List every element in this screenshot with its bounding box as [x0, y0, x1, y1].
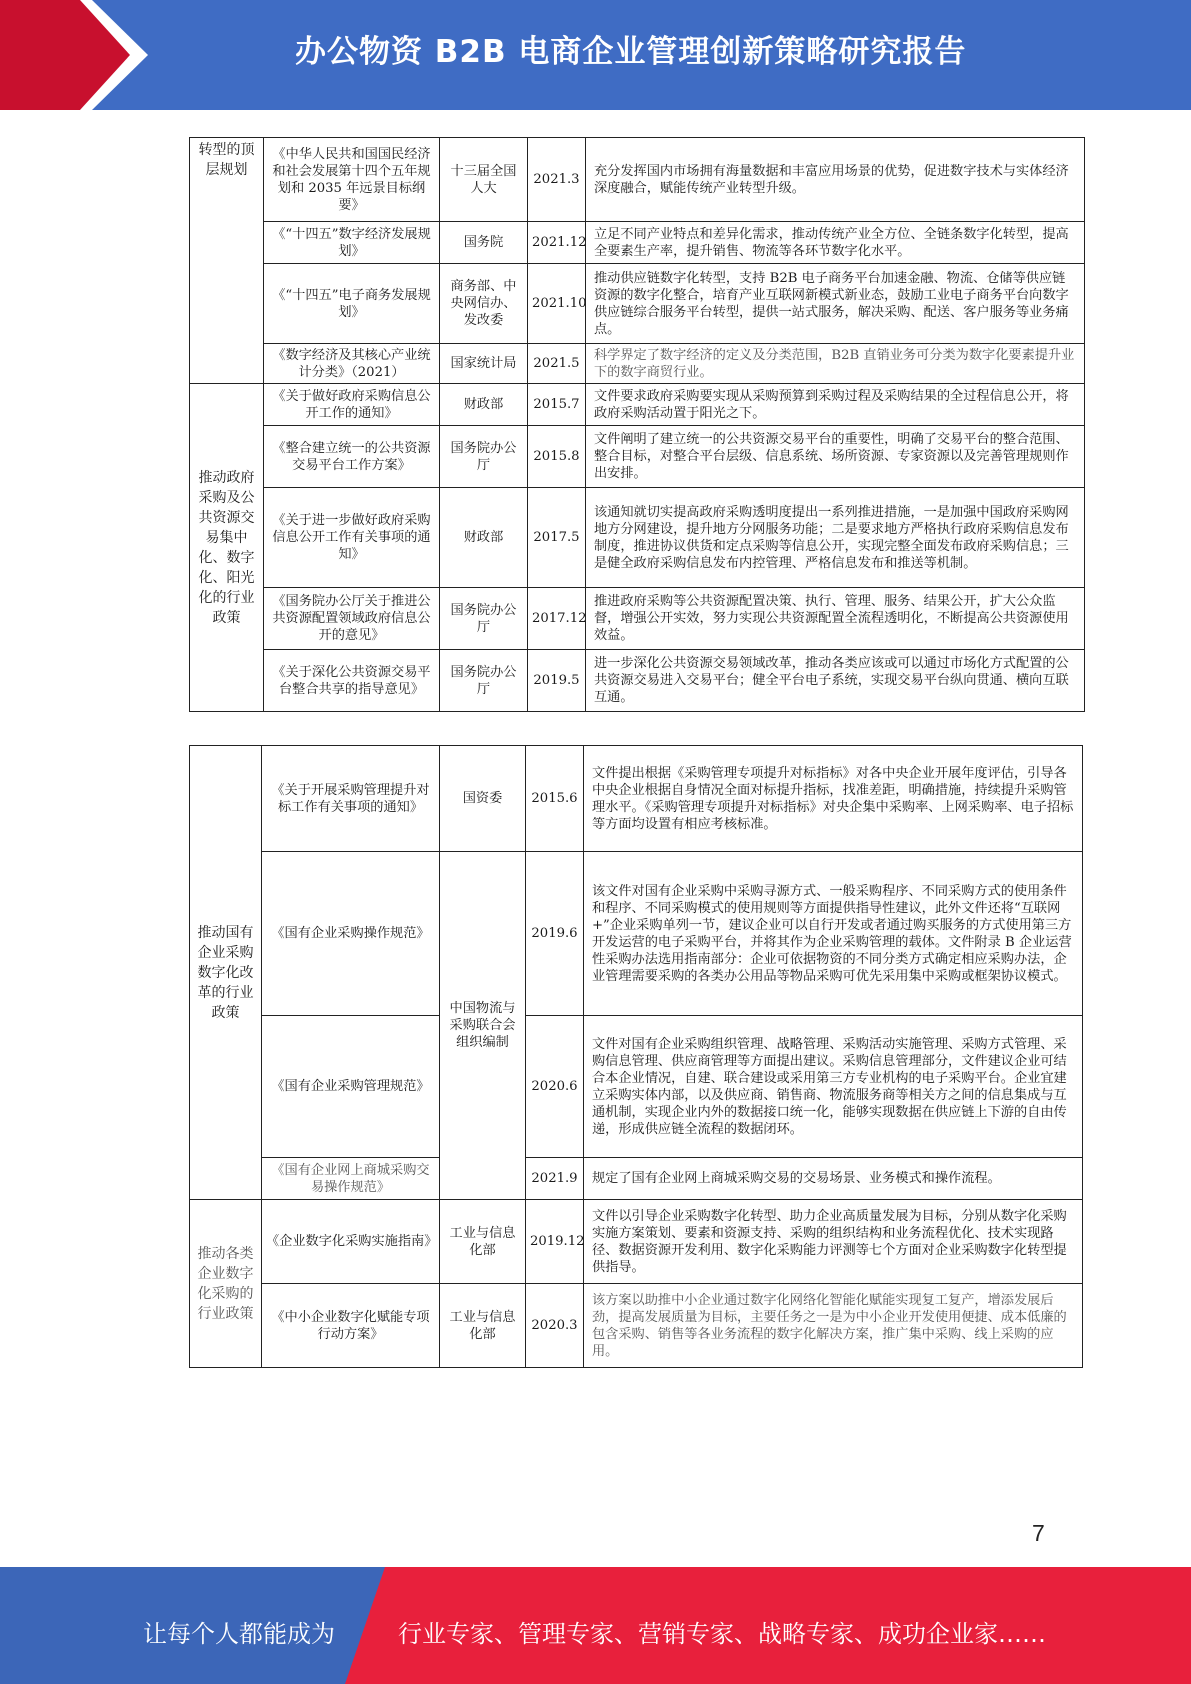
table-row: [190, 426, 1085, 488]
policy-date: 2019.5: [528, 650, 586, 712]
policy-desc: 科学界定了数字经济的定义及分类范围，B2B 直销业务可分类为数字化要素提升业下的数字商贸行业。: [586, 344, 1085, 384]
policy-date: 2019.12: [526, 1200, 584, 1284]
policy-date: 2020.3: [526, 1284, 584, 1368]
policy-desc: 文件以引导企业采购数字化转型、助力企业高质量发展为目标，分别从数字化采购实施方案策划、要素和资源支持、采购的组织结构和业务流程优化、技术实现路径、数据资源开发利用、数字化采购能力评测等七个方面对企业采购数字化转型提供指导。: [584, 1200, 1083, 1284]
policy-date: 2017.5: [528, 488, 586, 588]
policy-name: 《“十四五”数字经济发展规划》: [264, 222, 440, 264]
policy-date: 2020.6: [526, 1016, 584, 1158]
policy-issuer: 国务院: [440, 222, 528, 264]
policy-date: 2021.3: [528, 138, 586, 222]
table-row: [190, 384, 1085, 426]
policy-name: 《国有企业网上商城采购交易操作规范》: [262, 1158, 440, 1200]
policy-name: 《“十四五”电子商务发展规划》: [264, 264, 440, 344]
table-row: [190, 1158, 1083, 1200]
policy-date: 2015.8: [528, 426, 586, 488]
table-row: [190, 1284, 1083, 1368]
policy-issuer: 国资委: [440, 746, 526, 852]
policy-name: 《关于开展采购管理提升对标工作有关事项的通知》: [262, 746, 440, 852]
table-row: [190, 1016, 1083, 1158]
policy-desc: 立足不同产业特点和差异化需求，推动传统产业全方位、全链条数字化转型，提高全要素生产率，提升销售、物流等各环节数字化水平。: [586, 222, 1085, 264]
page-number: 7: [1032, 1520, 1045, 1546]
table-row: [190, 488, 1085, 588]
policy-name: 《关于进一步做好政府采购信息公开工作有关事项的通知》: [264, 488, 440, 588]
category-cell: 推动各类企业数字化采购的行业政策: [190, 1200, 262, 1368]
category-cell: 推动政府采购及公共资源交易集中化、数字化、阳光化的行业政策: [190, 384, 264, 712]
footer-slogan-right: 行业专家、管理专家、营销专家、战略专家、成功企业家……: [398, 1620, 1046, 1648]
policy-name: 《企业数字化采购实施指南》: [262, 1200, 440, 1284]
footer-slogan-left: 让每个人都能成为: [143, 1620, 335, 1648]
header-chevron-icon: [0, 0, 160, 110]
policy-desc: 规定了国有企业网上商城采购交易的交易场景、业务模式和操作流程。: [584, 1158, 1083, 1200]
policy-desc: 文件阐明了建立统一的公共资源交易平台的重要性，明确了交易平台的整合范围、整合目标，对整合平台层级、信息系统、场所资源、专家资源以及完善管理规则作出安排。: [586, 426, 1085, 488]
policy-issuer: 财政部: [440, 384, 528, 426]
table-row: [190, 1200, 1083, 1284]
policy-desc: 推进政府采购等公共资源配置决策、执行、管理、服务、结果公开，扩大公众监督，增强公开实效，努力实现公共资源配置全流程透明化，不断提高公共资源使用效益。: [586, 588, 1085, 650]
policy-issuer: 国务院办公厅: [440, 588, 528, 650]
policy-issuer: 财政部: [440, 488, 528, 588]
report-title: 办公物资 B2B 电商企业管理创新策略研究报告: [295, 34, 967, 70]
table-row: [190, 852, 1083, 1016]
policy-date: 2021.5: [528, 344, 586, 384]
policy-desc: 该文件对国有企业采购中采购寻源方式、一般采购程序、不同采购方式的使用条件和程序、不同采购模式的使用规则等方面提供指导性建议，此外文件还将“互联网+”企业采购单列一节，建议企业可以自行开发或者通过购买服务的方式使用第三方开发运营的电子采购平台，并将其作为企业采购管理的载体。文件附录 B 企业运营性采购办法选用指南部分：企业可依据物资的不同分类方式确定相应采购办法，企业管理需要采购的各类办公用品等物品采购可优先采用集中采购或框架协议模式。: [584, 852, 1083, 1016]
policy-date: 2021.12: [528, 222, 586, 264]
policy-desc: 该通知就切实提高政府采购透明度提出一系列推进措施，一是加强中国政府采购网地方分网建设，提升地方分网服务功能；二是要求地方严格执行政府采购信息发布制度，推进协议供货和定点采购等信息公开，实现完整全面发布政府采购信息；三是健全政府采购信息发布内控管理、严格信息发布和推送等机制。: [586, 488, 1085, 588]
policy-name: 《中华人民共和国国民经济和社会发展第十四个五年规划和 2035 年远景目标纲要》: [264, 138, 440, 222]
policy-desc: 文件对国有企业采购组织管理、战略管理、采购活动实施管理、采购方式管理、采购信息管理、供应商管理等方面提出建议。采购信息管理部分，文件建议企业可结合本企业情况，自建、联合建设或采用第三方专业机构的电子采购平台。企业宜建立采购实体内部，以及供应商、销售商、物流服务商等相关方之间的信息集成与互通机制，实现企业内外的数据接口统一化，能够实现数据在供应链上下游的自由传递，形成供应链全流程的数据闭环。: [584, 1016, 1083, 1158]
table-row: [190, 222, 1085, 264]
table-row: [190, 138, 1085, 222]
policy-table-2: [189, 745, 1083, 1368]
policy-issuer: 国务院办公厅: [440, 426, 528, 488]
policy-name: 《国务院办公厅关于推进公共资源配置领域政府信息公开的意见》: [264, 588, 440, 650]
policy-issuer: 十三届全国人大: [440, 138, 528, 222]
policy-desc: 文件提出根据《采购管理专项提升对标指标》对各中央企业开展年度评估，引导各中央企业根据自身情况全面对标提升指标，找准差距，明确措施，持续提升采购管理水平。《采购管理专项提升对标指标》对央企集中采购率、上网采购率、电子招标等方面均设置有相应考核标准。: [584, 746, 1083, 852]
policy-name: 《国有企业采购操作规范》: [262, 852, 440, 1016]
policy-date: 2015.6: [526, 746, 584, 852]
policy-date: 2019.6: [526, 852, 584, 1016]
policy-desc: 充分发挥国内市场拥有海量数据和丰富应用场景的优势，促进数字技术与实体经济深度融合，赋能传统产业转型升级。: [586, 138, 1085, 222]
report-header: [0, 0, 1191, 110]
policy-name: 《关于深化公共资源交易平台整合共享的指导意见》: [264, 650, 440, 712]
policy-table-1: [189, 137, 1085, 712]
policy-date: 2017.12: [528, 588, 586, 650]
policy-date: 2021.9: [526, 1158, 584, 1200]
policy-issuer: 商务部、中央网信办、发改委: [440, 264, 528, 344]
policy-desc: 文件要求政府采购要实现从采购预算到采购过程及采购结果的全过程信息公开，将政府采购活动置于阳光之下。: [586, 384, 1085, 426]
policy-desc: 该方案以助推中小企业通过数字化网络化智能化赋能实现复工复产，增添发展后劲，提高发展质量为目标，主要任务之一是为中小企业开发使用便捷、成本低廉的包含采购、销售等各业务流程的数字化解决方案，推广集中采购、线上采购的应用。: [584, 1284, 1083, 1368]
policy-issuer: 国家统计局: [440, 344, 528, 384]
policy-name: 《中小企业数字化赋能专项行动方案》: [262, 1284, 440, 1368]
policy-date: 2021.10: [528, 264, 586, 344]
table-row: [190, 746, 1083, 852]
table-row: [190, 650, 1085, 712]
policy-name: 《数字经济及其核心产业统计分类》（2021）: [264, 344, 440, 384]
policy-issuer: 工业与信息化部: [440, 1284, 526, 1368]
policy-desc: 进一步深化公共资源交易领域改革，推动各类应该或可以通过市场化方式配置的公共资源交易进入交易平台；健全平台电子系统，实现交易平台纵向贯通、横向互联互通。: [586, 650, 1085, 712]
policy-desc: 推动供应链数字化转型，支持 B2B 电子商务平台加速金融、物流、仓储等供应链资源的数字化整合，培育产业互联网新模式新业态，鼓励工业电子商务平台向数字供应链综合服务平台转型，提供一站式服务，解决采购、配送、客户服务等业务痛点。: [586, 264, 1085, 344]
policy-name: 《国有企业采购管理规范》: [262, 1016, 440, 1158]
category-cell: 转型的顶层规划: [190, 138, 264, 384]
table-row: [190, 264, 1085, 344]
policy-name: 《整合建立统一的公共资源交易平台工作方案》: [264, 426, 440, 488]
policy-issuer: 工业与信息化部: [440, 1200, 526, 1284]
category-cell: 推动国有企业采购数字化改革的行业政策: [190, 746, 262, 1200]
policy-issuer: 国务院办公厅: [440, 650, 528, 712]
table-row: [190, 588, 1085, 650]
policy-name: 《关于做好政府采购信息公开工作的通知》: [264, 384, 440, 426]
policy-issuer: 中国物流与采购联合会组织编制: [440, 852, 526, 1200]
table-row: [190, 344, 1085, 384]
policy-date: 2015.7: [528, 384, 586, 426]
